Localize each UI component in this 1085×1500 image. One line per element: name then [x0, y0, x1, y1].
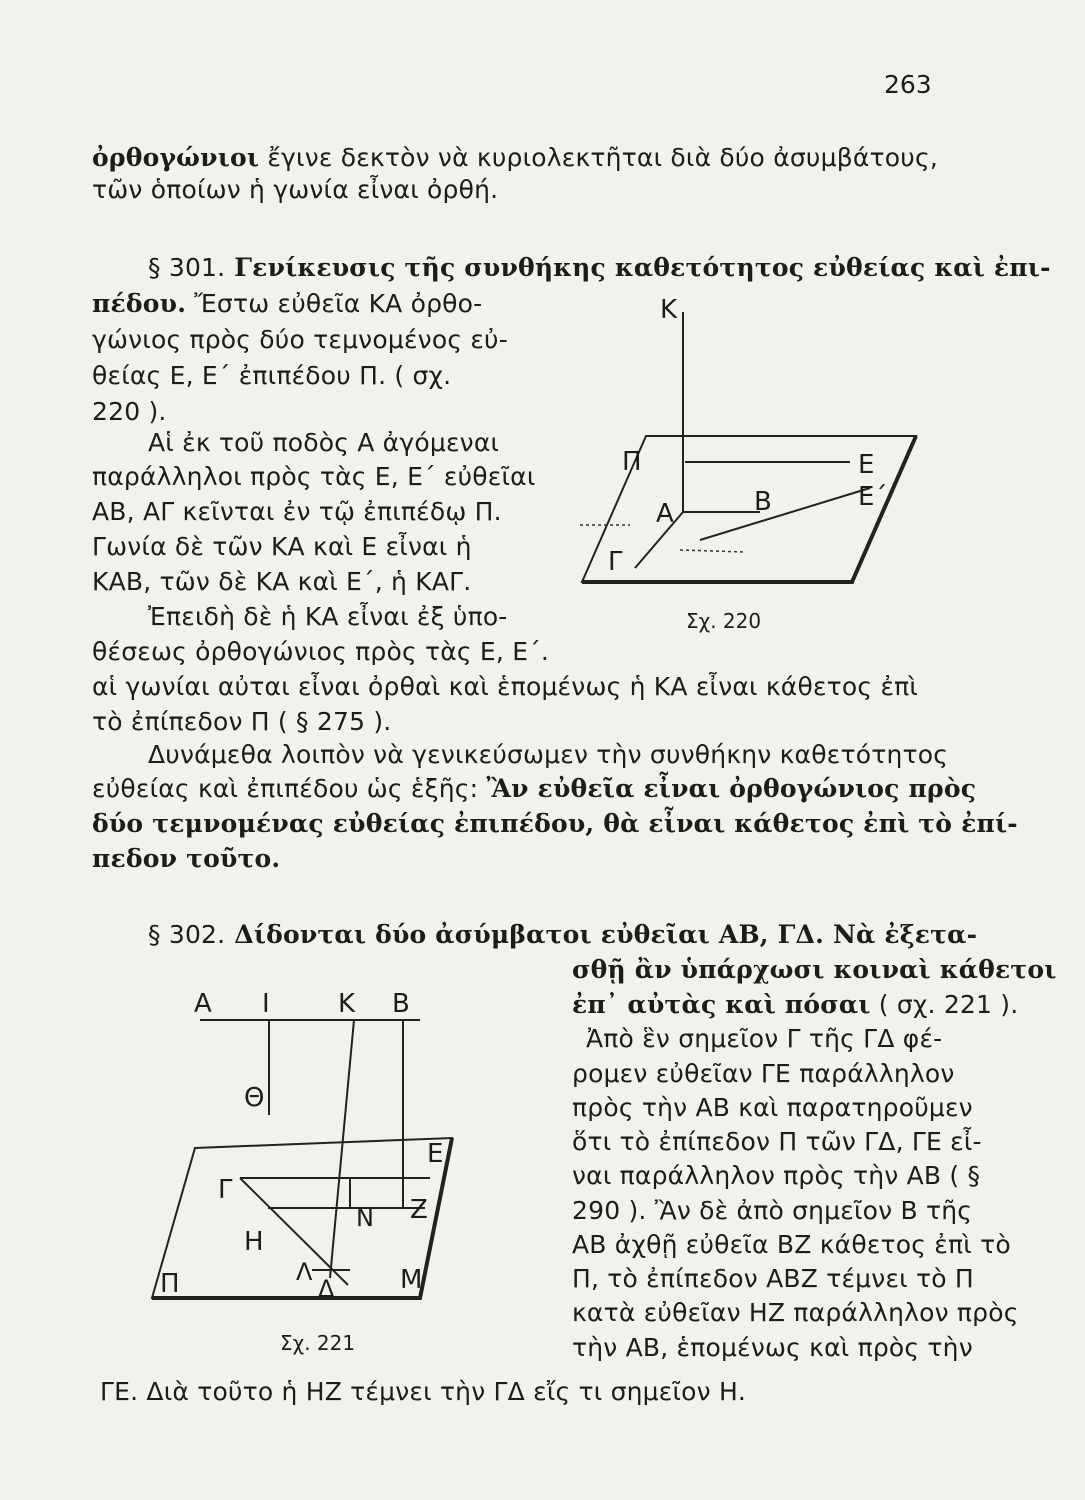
text-run: ἔγινε δεκτὸν νὰ κυριολεκτῆται διὰ δύο ἀσυμβάτους,	[259, 143, 938, 172]
text-line: θέσεως ὀρθογώνιος πρὸς τὰς Ε, Ε΄.	[92, 637, 550, 666]
section-title-cont: πέδου.	[92, 289, 187, 318]
label-H: Η	[244, 1227, 264, 1257]
text-run: Ἔστω εὐθεῖα ΚΑ ὀρθο-	[186, 289, 483, 318]
label-N: Ν	[356, 1204, 374, 1232]
label-I: Ι	[262, 989, 270, 1019]
text-line: ΓΕ. Διὰ τοῦτο ἡ ΗΖ τέμνει τὴν ΓΔ εἴς τι σημεῖον Η.	[100, 1377, 747, 1406]
section-301-heading	[148, 253, 1051, 283]
label-D: Δ	[318, 1275, 335, 1303]
text-run: εὐθείας καὶ ἐπιπέδου ὡς ἑξῆς:	[92, 774, 487, 803]
text-line: Αἱ ἐκ τοῦ ποδὸς Α ἀγόμεναι	[148, 428, 500, 457]
figure-221-caption: Σχ. 221	[280, 1331, 356, 1355]
label-A: Α	[194, 989, 212, 1019]
label-E: Ε	[858, 450, 875, 480]
text-line: παράλληλοι πρὸς τὰς Ε, Ε΄ εὐθεῖαι	[92, 462, 536, 491]
text-line: ὅτι τὸ ἐπίπεδον Π τῶν ΓΔ, ΓΕ εἶ-	[572, 1127, 982, 1156]
text-line: ΑΒ, ΑΓ κεῖνται ἐν τῷ ἐπιπέδῳ Π.	[92, 497, 502, 526]
label-G: Γ	[608, 547, 623, 577]
text-line: ΚΑΒ, τῶν δὲ ΚΑ καὶ Ε΄, ἡ ΚΑΓ.	[92, 567, 472, 596]
figure-220-caption: Σχ. 220	[686, 609, 762, 633]
label-B: Β	[754, 487, 772, 517]
text-line: τὸ ἐπίπεδον Π ( § 275 ).	[92, 707, 392, 736]
line-K-L	[330, 1020, 354, 1278]
text-line: Δυνάμεθα λοιπὸν νὰ γενικεύσωμεν τὴν συνθήκην καθετότητος	[148, 740, 949, 769]
text-line: τὴν ΑΒ, ἑπομένως καὶ πρὸς τὴν	[572, 1333, 973, 1362]
text-line-1	[92, 143, 938, 173]
text-line: Γωνία δὲ τῶν ΚΑ καὶ Ε εἶναι ἡ	[92, 532, 472, 561]
text-line-2: τῶν ὁποίων ἡ γωνία εἶναι ὀρθή.	[92, 175, 499, 204]
label-P: Π	[160, 1269, 180, 1299]
text-line: ΑΒ ἀχθῇ εὐθεῖα ΒΖ κάθετος ἐπὶ τὸ	[572, 1230, 1011, 1259]
text-line: κατὰ εὐθεῖαν ΗΖ παράλληλον πρὸς	[572, 1298, 1019, 1327]
label-B: Β	[392, 989, 410, 1019]
line-E-prime	[700, 488, 870, 540]
figure-reference: ( σχ. 221 ).	[870, 990, 1019, 1019]
text-line: Ἀπὸ ἓν σημεῖον Γ τῆς ΓΔ φέ-	[586, 1024, 943, 1053]
section-302-heading	[148, 920, 977, 950]
text-line: 220 ).	[92, 397, 167, 426]
label-G: Γ	[218, 1175, 233, 1205]
label-E: Ε	[427, 1139, 444, 1169]
label-L: Λ	[296, 1258, 313, 1286]
section-title-cont	[572, 990, 1018, 1020]
label-K: Κ	[338, 989, 356, 1019]
text-line: αἱ γωνίαι αὐται εἶναι ὀρθαὶ καὶ ἑπομένως ἡ ΚΑ εἶναι κάθετος ἐπὶ	[92, 672, 919, 701]
section-number: § 302.	[148, 920, 226, 949]
label-K: Κ	[660, 295, 678, 325]
text-line: Π, τὸ ἐπίπεδον ΑΒΖ τέμνει τὸ Π	[572, 1264, 974, 1293]
theorem-text: πεδον τοῦτο.	[92, 844, 281, 873]
text-line: θείας Ε, Ε΄ ἐπιπέδου Π. ( σχ.	[92, 361, 452, 390]
page-number: 263	[884, 70, 932, 99]
label-P: Π	[622, 447, 642, 477]
text-line: Ἐπειδὴ δὲ ἡ ΚΑ εἶναι ἐξ ὑπο-	[148, 602, 508, 631]
theorem-text: δύο τεμνομένας εὐθείας ἐπιπέδου, θὰ εἶναι κάθετος ἐπὶ τὸ ἐπί-	[92, 809, 1018, 838]
section-301-line-2	[92, 289, 482, 319]
section-title-cont: σθῇ ἂν ὑπάρχωσι κοιναὶ κάθετοι	[572, 955, 1057, 984]
text-line: γώνιος πρὸς δύο τεμνομένος εὐ-	[92, 325, 508, 354]
label-Theta: Θ	[244, 1083, 265, 1113]
bold-term: ὀρθογώνιοι	[92, 143, 260, 172]
text-line: 290 ). Ἂν δὲ ἀπὸ σημεῖον Β τῆς	[572, 1196, 973, 1225]
section-number: § 301.	[148, 253, 226, 282]
text-line: πρὸς τὴν ΑΒ καὶ παρατηροῦμεν	[572, 1093, 973, 1122]
text-line: ρομεν εὐθεῖαν ΓΕ παράλληλον	[572, 1059, 955, 1088]
label-E-prime: Ε΄	[858, 482, 888, 512]
label-M: Μ	[400, 1265, 423, 1295]
label-Z: Ζ	[410, 1195, 428, 1225]
label-A: Α	[656, 499, 674, 529]
text-line	[92, 774, 976, 804]
figure-220	[560, 290, 940, 660]
section-title-end: ἐπ᾽ αὐτὰς καὶ πόσαι	[572, 990, 871, 1019]
dashed-mark	[680, 550, 745, 552]
figure-221	[140, 980, 570, 1365]
section-title: Γενίκευσις τῆς συνθήκης καθετότητος εὐθείας καὶ ἐπι-	[225, 253, 1051, 282]
theorem-text: Ἂν εὐθεῖα εἶναι ὀρθογώνιος πρὸς	[486, 774, 977, 803]
text-line: ναι παράλληλον πρὸς τὴν ΑΒ ( §	[572, 1161, 981, 1190]
section-title: Δίδονται δύο ἀσύμβατοι εὐθεῖαι ΑΒ, ΓΔ. Νὰ ἐξετα-	[225, 920, 978, 949]
